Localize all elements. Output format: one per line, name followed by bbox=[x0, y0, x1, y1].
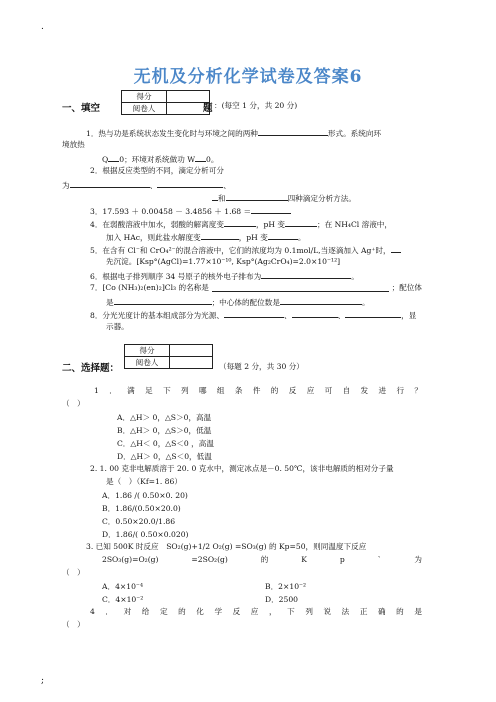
q8-blank1[interactable] bbox=[224, 309, 284, 318]
q7-blank3[interactable] bbox=[280, 296, 362, 305]
mc4-stem: 4 ． 对 给 定 的 化 学 反 应 ， 下 列 说 法 正 确 的 是 bbox=[90, 607, 422, 616]
top-mark: . bbox=[41, 22, 44, 32]
mc1-option-b[interactable]: B．△H＞ 0，△S＞0，低温 bbox=[117, 426, 212, 435]
mc1-option-a[interactable]: A．△H＞ 0，△S＞0，高温 bbox=[117, 413, 212, 422]
grader-blank bbox=[170, 357, 213, 369]
mc3-option-a[interactable]: A．4×10⁻⁴ bbox=[102, 582, 143, 591]
q7-line2: 是 ；中心体的配位数是 。 bbox=[106, 298, 370, 307]
q2-blank2[interactable] bbox=[157, 179, 223, 188]
score-cell: 得分 bbox=[125, 345, 170, 357]
mc2-option-a[interactable]: A．1.86 /( 0.50×0. 20) bbox=[102, 491, 188, 500]
q8-blank3[interactable] bbox=[345, 309, 401, 318]
page-title: 无机及分析化学试卷及答案6 bbox=[133, 67, 363, 87]
mc2-option-c[interactable]: C．0.50×20.0/1.86 bbox=[102, 517, 176, 526]
mc3-stem-line1: 3. 已知 500K 时反应 SO₂(g)+1/2 O₂(g) =SO₃(g) 的 Kp=50，则同温度下反应 bbox=[86, 542, 367, 551]
mc1-option-c[interactable]: C．△H＜ 0，△S＜0 ，高温 bbox=[117, 439, 214, 448]
mc3-option-c[interactable]: C．4×10⁻² bbox=[102, 595, 144, 604]
q1-line1: 1．热与功是系统状态发生变化时与环境之间的两种 形式。系统向环 bbox=[86, 129, 382, 138]
section1-tail: 题 bbox=[203, 103, 213, 114]
mc3-option-b[interactable]: B．2×10⁻² bbox=[265, 582, 307, 591]
q2-line3: 和 四种滴定分析方法。 bbox=[212, 192, 356, 204]
q4-blank3[interactable] bbox=[201, 231, 239, 240]
section2-score-box bbox=[124, 344, 213, 369]
q2-blank1[interactable] bbox=[70, 179, 150, 188]
q8-line2: 示器。 bbox=[106, 322, 129, 331]
q1-blank2[interactable] bbox=[108, 153, 119, 162]
mc2-option-b[interactable]: B．1.86/(0.50×20.0) bbox=[102, 504, 181, 513]
mc2-option-d[interactable]: D．1.86/( 0.50×0.020) bbox=[102, 530, 189, 539]
q2-line2: 为 、 、 bbox=[62, 181, 231, 190]
q4-blank4[interactable] bbox=[268, 231, 298, 240]
q7-blank1[interactable] bbox=[212, 283, 389, 292]
mc4-paren[interactable]: （ ） bbox=[62, 620, 85, 629]
mc3-stem-line2: 2SO₃(g)=O₂(g) =2SO₂(g) 的 K p ` 为 bbox=[102, 555, 422, 564]
q1-blank3[interactable] bbox=[195, 153, 206, 162]
section2-note: （每题 2 分，共 30 分） bbox=[219, 362, 304, 371]
q5-line2: 先沉淀。[Ksp°(AgCl)=1.77×10⁻¹⁰, Ksp°(Ag₂CrO₄)=2.0×10⁻¹²] bbox=[106, 257, 341, 266]
q2-blank4[interactable] bbox=[226, 192, 288, 201]
q7-line1: 7．[Co (NH₃)₂(en)₂]Cl₃ 的名称是 ；配位体 bbox=[90, 283, 422, 292]
q7-blank2[interactable] bbox=[114, 296, 212, 305]
mc1-option-d[interactable]: D．△H＞ 0，△S＜0，低温 bbox=[117, 452, 212, 461]
mc2-stem-line2[interactable]: 是（ ）（Kf=1. 86） bbox=[106, 477, 182, 486]
section1-label: 一、填空 bbox=[62, 103, 101, 114]
grader-cell: 阅卷人 bbox=[125, 357, 170, 369]
q1-line2: 境放热 bbox=[62, 140, 85, 149]
mc3-option-d[interactable]: D．2500 bbox=[265, 595, 299, 604]
mc2-stem-line1: 2. 1. 00 克非电解质溶于 20. 0 克水中，测定冰点是－0. 50℃，该非电解质的相对分子量 bbox=[90, 464, 394, 473]
q3-blank[interactable] bbox=[251, 205, 291, 214]
q4-blank2[interactable] bbox=[285, 218, 317, 227]
q8-line1: 8．分光光度计的基本组成部分为光源、 、 、 ，显 bbox=[90, 311, 417, 320]
q4-line1: 4．在弱酸溶液中加水，弱酸的解离度变 ，pH 变 ；在 NH₄Cl 溶液中， bbox=[90, 220, 392, 229]
mc1-paren[interactable]: （ ） bbox=[62, 399, 85, 408]
q6-blank[interactable] bbox=[261, 270, 351, 279]
mc1-stem: 1 ． 满 足 下 列 哪 组 条 件 的 反 应 可 自 发 进 行 ？ bbox=[94, 386, 422, 395]
section1-note: ：(每空 1 分，共 20 分) bbox=[214, 101, 298, 110]
q3-line: 3．17.593 ＋ 0.00458 － 3.4856 ＋ 1.68 ＝ bbox=[90, 205, 291, 217]
q4-blank1[interactable] bbox=[224, 218, 256, 227]
q1-blank1[interactable] bbox=[258, 127, 328, 136]
section1-score-box bbox=[121, 90, 210, 115]
mc3-paren[interactable]: （ ） bbox=[62, 568, 85, 577]
q4-line2: 加入 HAc，则此盐水解度变 ，pH 变 。 bbox=[106, 233, 306, 242]
score-blank bbox=[170, 345, 213, 357]
q2-line1: 2．根据反应类型的不同，滴定分析可分 bbox=[90, 166, 224, 175]
grader-cell: 阅卷人 bbox=[122, 103, 167, 115]
section2-label: 二、选择题： bbox=[62, 363, 120, 374]
score-cell: 得分 bbox=[122, 91, 167, 103]
q1-line3: Q 0；环境对系统做功 W 0。 bbox=[102, 155, 219, 164]
q6-line: 6．根据电子排列顺序 34 号原子的核外电子排布为 。 bbox=[90, 272, 359, 281]
q8-blank2[interactable] bbox=[292, 309, 338, 318]
q5-blank[interactable] bbox=[391, 244, 401, 253]
bottom-mark: ; bbox=[41, 676, 45, 686]
q5-line1: 5．在含有 Cl⁻和 CrO₄²⁻的混合溶液中，它们的浓度均为 0.1mol/L,当逐滴加入 Ag⁺时， bbox=[90, 244, 401, 256]
